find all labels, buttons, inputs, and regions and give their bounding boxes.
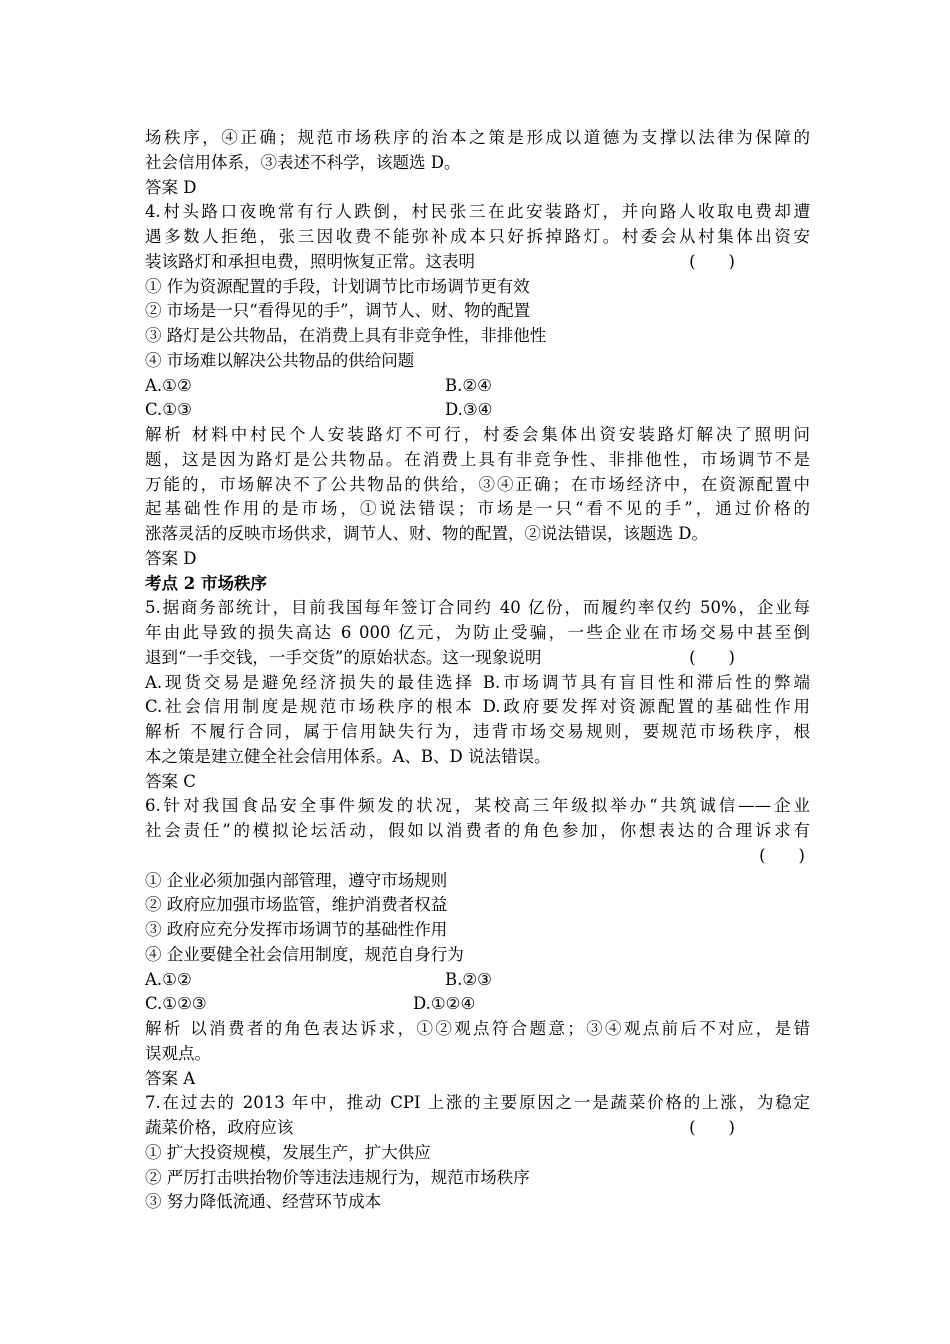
option-a: A.①② xyxy=(145,969,192,989)
statement-item: ④ 企业要健全社会信用制度，规范自身行为 xyxy=(145,944,464,964)
option-d: D.①②④ xyxy=(413,994,476,1014)
statement-item: ④ 市场难以解决公共物品的供给问题 xyxy=(145,350,415,370)
document-page xyxy=(145,126,810,1215)
question-6-paren-line xyxy=(145,844,810,869)
answer-line: 答案 D xyxy=(145,548,197,568)
analysis-line: 本之策是建立健全社会信用体系。A、B、D 说法错误。 xyxy=(145,746,551,766)
analysis-line: 解析 材料中村民个人安装路灯不可行，村委会集体出资安装路灯解决了照明问 xyxy=(145,425,810,444)
statement-item: ③ 政府应充分发挥市场调节的基础性作用 xyxy=(145,920,448,939)
question-7-stem: 7.在过去的 2013 年中，推动 CPI 上涨的主要原因之一是蔬菜价格的上涨，为稳定 xyxy=(145,1093,810,1113)
answer-blank: ( ) xyxy=(689,251,735,271)
question-5-stem: 年由此导致的损失高达 6 000 亿元，为防止受骗，一些企业在市场交易中甚至倒 xyxy=(145,623,810,642)
statement-item: ③ 努力降低流通、经营环节成本 xyxy=(145,1192,382,1212)
statement-item: ② 政府应加强市场监管，维护消费者权益 xyxy=(145,895,448,915)
text-line: 场秩序，④正确；规范市场秩序的治本之策是形成以道德为支撑以法律为保障的 xyxy=(145,128,810,147)
answer-blank: ( ) xyxy=(689,647,735,667)
analysis-line: 解析 不履行合同，属于信用缺失行为，违背市场交易规则，要规范市场秩序，根 xyxy=(145,722,810,741)
statement-item: ③ 路灯是公共物品，在消费上具有非竞争性，非排他性 xyxy=(145,326,547,345)
question-4-stem: 遇多数人拒绝，张三因收费不能弥补成本只好拆掉路灯。村委会从村集体出资安 xyxy=(145,227,810,246)
statement-item: ① 企业必须加强内部管理，遵守市场规则 xyxy=(145,870,448,890)
analysis-line: 误观点。 xyxy=(145,1043,211,1063)
option-c: C.①③ xyxy=(145,400,192,420)
option-b: B.②③ xyxy=(445,969,492,989)
statement-item: ① 扩大投资规模，发展生产，扩大供应 xyxy=(145,1142,431,1162)
analysis-line: 起基础性作用的是市场，①说法错误；市场是一只“看不见的手”，通过价格的 xyxy=(145,499,810,519)
question-4-stem-text: 装该路灯和承担电费，照明恢复正常。这表明 xyxy=(145,251,475,271)
answer-blank: ( ) xyxy=(689,1118,735,1137)
question-5-stem xyxy=(145,646,810,671)
answer-line: 答案 D xyxy=(145,177,197,197)
answer-blank: ( ) xyxy=(759,845,805,865)
answer-line: 答案 C xyxy=(145,771,196,791)
option-d: D.③④ xyxy=(445,400,493,420)
question-5-stem: 5.据商务部统计，目前我国每年签订合同约 40 亿份，而履约率仅约 50%，企业每 xyxy=(145,598,810,618)
statement-item: ① 作为资源配置的手段，计划调节比市场调节更有效 xyxy=(145,276,530,296)
answer-line: 答案 A xyxy=(145,1068,196,1088)
option-b: B.②④ xyxy=(445,375,492,395)
question-6-stem: 6.针对我国食品安全事件频发的状况，某校高三年级拟举办“共筑诚信——企业 xyxy=(145,796,810,816)
analysis-line: 万能的，市场解决不了公共物品的供给，③④正确；在市场经济中，在资源配置中 xyxy=(145,474,810,494)
question-7-stem-text: 蔬菜价格，政府应该 xyxy=(145,1118,294,1137)
question-7-stem xyxy=(145,1116,810,1141)
statement-item: ② 市场是一只“看得见的手”，调节人、财、物的配置 xyxy=(145,301,531,321)
text-line: 社会信用体系，③表述不科学，该题选 D。 xyxy=(145,152,461,172)
question-4-stem xyxy=(145,250,810,275)
option-row xyxy=(145,398,810,423)
option-c: C.①②③ xyxy=(145,994,207,1014)
option-row xyxy=(145,992,810,1017)
analysis-line: 涨落灵活的反映市场供求，调节人、财、物的配置，②说法错误，该题选 D。 xyxy=(145,524,708,543)
question-4-stem: 4.村头路口夜晚常有行人跌倒，村民张三在此安装路灯，并向路人收取电费却遭 xyxy=(145,202,810,222)
question-5-stem-text: 退到“一手交钱，一手交货”的原始状态。这一现象说明 xyxy=(145,647,542,667)
question-6-stem: 社会责任”的模拟论坛活动，假如以消费者的角色参加，你想表达的合理诉求有 xyxy=(145,821,810,840)
option-row xyxy=(145,968,810,993)
analysis-line: 题，这是因为路灯是公共物品。在消费上具有非竞争性、非排他性，市场调节不是 xyxy=(145,449,810,469)
section-title: 考点 2 市场秩序 xyxy=(145,573,267,593)
option-a: A.①② xyxy=(145,375,192,395)
option-row: A.现货交易是避免经济损失的最佳选择 B.市场调节具有盲目性和滞后性的弊端 xyxy=(145,672,810,692)
statement-item: ② 严厉打击哄抬物价等违法违规行为，规范市场秩序 xyxy=(145,1167,530,1187)
analysis-line: 解析 以消费者的角色表达诉求，①②观点符合题意；③④观点前后不对应，是错 xyxy=(145,1019,810,1038)
option-row: C.社会信用制度是规范市场秩序的根本 D.政府要发挥对资源配置的基础性作用 xyxy=(145,697,810,717)
option-row xyxy=(145,374,810,399)
